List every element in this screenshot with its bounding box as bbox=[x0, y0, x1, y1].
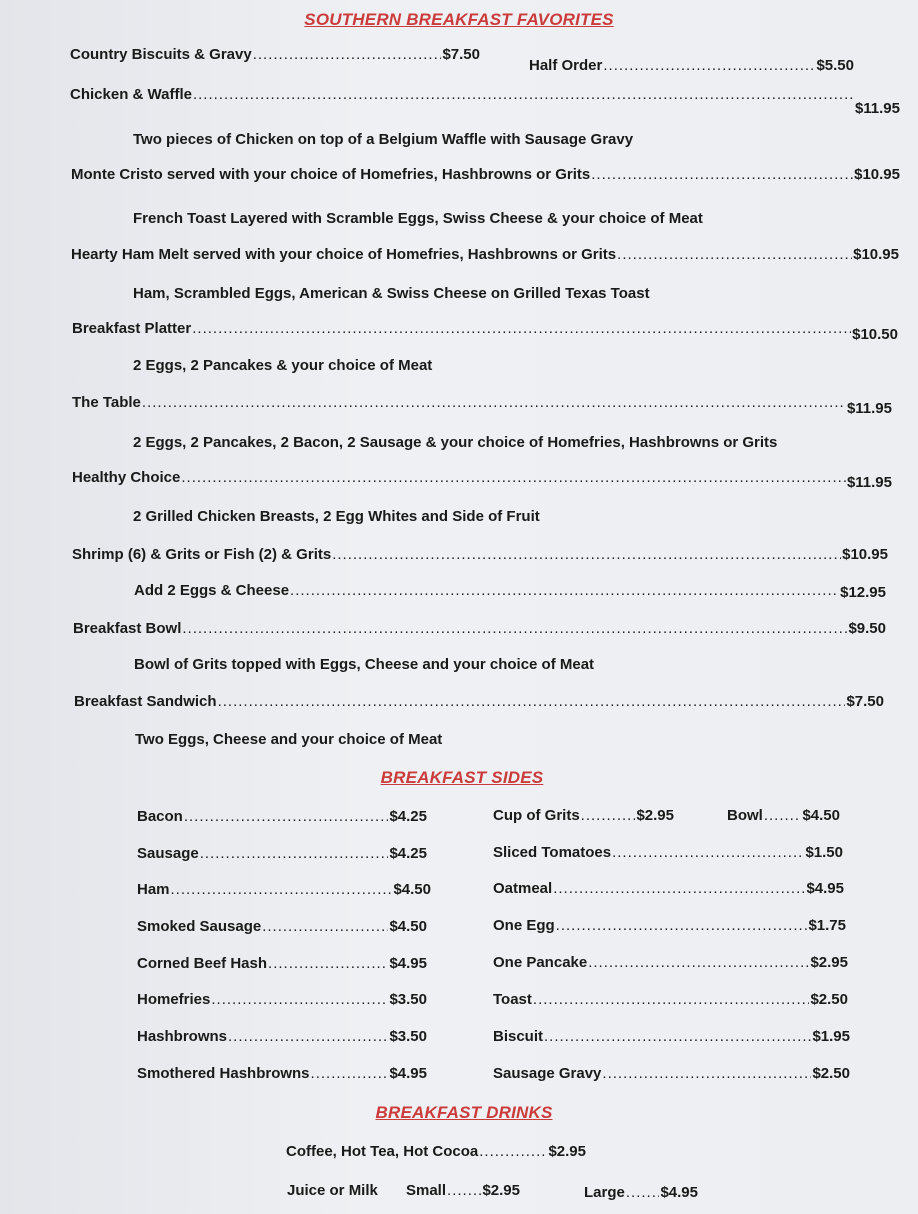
menu-item-breakfast-sandwich bbox=[74, 693, 884, 710]
item-name: Oatmeal bbox=[493, 880, 553, 897]
item-price: $4.95 bbox=[806, 880, 844, 897]
item-price: $5.50 bbox=[816, 57, 854, 74]
section-title-sides: BREAKFAST SIDES bbox=[380, 768, 544, 787]
drink-juice-milk-label: Juice or Milk bbox=[287, 1182, 378, 1199]
item-price: $10.50 bbox=[852, 326, 898, 343]
item-name: Small bbox=[406, 1182, 447, 1199]
item-name: Breakfast Bowl bbox=[73, 620, 182, 637]
dot-leader bbox=[200, 845, 389, 862]
item-name: Sliced Tomatoes bbox=[493, 844, 612, 861]
menu-item-healthy-choice bbox=[72, 469, 892, 491]
side-item-ham bbox=[137, 881, 431, 898]
dot-leader bbox=[617, 246, 852, 263]
item-name: Large bbox=[584, 1184, 625, 1201]
item-name: Ham bbox=[137, 881, 170, 898]
dot-leader bbox=[556, 917, 808, 934]
dot-leader bbox=[218, 693, 846, 710]
item-name: Bacon bbox=[137, 808, 183, 825]
menu-item-half-order bbox=[529, 57, 854, 74]
dot-leader bbox=[603, 57, 815, 74]
item-price: $10.95 bbox=[854, 166, 900, 183]
drink-item-coffee bbox=[286, 1143, 586, 1160]
drink-item-large bbox=[584, 1184, 698, 1201]
item-name: Country Biscuits & Gravy bbox=[70, 46, 252, 63]
menu-item-monte-cristo bbox=[71, 166, 900, 183]
dot-leader bbox=[181, 469, 846, 486]
dot-leader bbox=[447, 1182, 481, 1199]
item-price: $10.95 bbox=[853, 246, 899, 263]
item-description: Two Eggs, Cheese and your choice of Meat bbox=[135, 731, 443, 748]
section-title-drinks: BREAKFAST DRINKS bbox=[375, 1103, 553, 1122]
item-name: Smothered Hashbrowns bbox=[137, 1065, 310, 1082]
dot-leader bbox=[211, 991, 388, 1008]
side-item-bacon bbox=[137, 808, 427, 825]
item-price: $1.50 bbox=[805, 844, 843, 861]
dot-leader bbox=[228, 1028, 388, 1045]
side-item-one-egg bbox=[493, 917, 846, 934]
item-description: French Toast Layered with Scramble Eggs, Swiss Cheese & your choice of Meat bbox=[133, 210, 703, 227]
menu-item-shrimp-fish-grits bbox=[72, 546, 888, 563]
item-price: $9.50 bbox=[848, 620, 886, 637]
item-description: 2 Eggs, 2 Pancakes & your choice of Meat bbox=[133, 357, 433, 374]
item-name: Biscuit bbox=[493, 1028, 544, 1045]
item-price: $4.95 bbox=[660, 1184, 698, 1201]
side-item-toast bbox=[493, 991, 848, 1008]
dot-leader bbox=[588, 954, 809, 971]
item-price: $11.95 bbox=[846, 400, 892, 417]
menu-item-biscuits-gravy bbox=[70, 46, 480, 63]
side-item-biscuit bbox=[493, 1028, 850, 1045]
item-price: $4.50 bbox=[802, 807, 840, 824]
dot-leader bbox=[182, 620, 847, 637]
item-price: $4.25 bbox=[389, 845, 427, 862]
item-name: Half Order bbox=[529, 57, 603, 74]
side-item-sliced-tomatoes bbox=[493, 844, 843, 861]
side-item-smothered-hashbrowns bbox=[137, 1065, 427, 1082]
dot-leader bbox=[612, 844, 804, 861]
item-description: 2 Eggs, 2 Pancakes, 2 Bacon, 2 Sausage & your choice of Homefries, Hashbrowns or Grits bbox=[133, 434, 778, 451]
dot-leader bbox=[553, 880, 805, 897]
item-price: $7.50 bbox=[442, 46, 480, 63]
side-item-corned-beef-hash bbox=[137, 955, 427, 972]
dot-leader bbox=[253, 46, 442, 63]
item-name: Coffee, Hot Tea, Hot Cocoa bbox=[286, 1143, 479, 1160]
item-price: $4.95 bbox=[389, 955, 427, 972]
dot-leader bbox=[544, 1028, 811, 1045]
item-price: $11.95 bbox=[854, 100, 900, 117]
dot-leader bbox=[533, 991, 810, 1008]
item-price: $7.50 bbox=[846, 693, 884, 710]
dot-leader bbox=[268, 955, 388, 972]
dot-leader bbox=[193, 86, 854, 103]
dot-leader bbox=[764, 807, 802, 824]
item-price: $11.95 bbox=[846, 474, 892, 491]
dot-leader bbox=[262, 918, 388, 935]
menu-item-breakfast-platter bbox=[72, 320, 898, 343]
item-description: Two pieces of Chicken on top of a Belgium Waffle with Sausage Gravy bbox=[133, 131, 634, 148]
dot-leader bbox=[142, 394, 846, 411]
item-name: Hashbrowns bbox=[137, 1028, 228, 1045]
side-item-hashbrowns bbox=[137, 1028, 427, 1045]
item-name: Sausage bbox=[137, 845, 199, 862]
menu-item-add-eggs-cheese bbox=[134, 582, 886, 599]
item-description: 2 Grilled Chicken Breasts, 2 Egg Whites and Side of Fruit bbox=[133, 508, 540, 525]
dot-leader bbox=[626, 1184, 660, 1201]
item-price: $3.50 bbox=[389, 1028, 427, 1045]
item-price: $2.95 bbox=[636, 807, 674, 824]
item-name: Bowl bbox=[727, 807, 763, 824]
item-price: $4.50 bbox=[389, 918, 427, 935]
item-price: $2.95 bbox=[810, 954, 848, 971]
item-price: $2.50 bbox=[812, 1065, 850, 1082]
item-name: Healthy Choice bbox=[72, 469, 181, 486]
item-price: $1.95 bbox=[812, 1028, 850, 1045]
dot-leader bbox=[290, 582, 839, 599]
item-name: Chicken & Waffle bbox=[70, 86, 192, 103]
item-name: Smoked Sausage bbox=[137, 918, 262, 935]
item-price: $10.95 bbox=[842, 546, 888, 563]
item-name: Add 2 Eggs & Cheese bbox=[134, 582, 290, 599]
item-price: $2.95 bbox=[482, 1182, 520, 1199]
item-name: The Table bbox=[72, 394, 141, 411]
item-name: Homefries bbox=[137, 991, 211, 1008]
side-item-smoked-sausage bbox=[137, 918, 427, 935]
dot-leader bbox=[192, 320, 851, 337]
item-name: Toast bbox=[493, 991, 532, 1008]
menu-item-ham-melt bbox=[71, 246, 899, 263]
item-price: $12.95 bbox=[840, 584, 886, 601]
item-name: Monte Cristo served with your choice of Homefries, Hashbrowns or Grits bbox=[71, 166, 591, 183]
item-name: Breakfast Sandwich bbox=[74, 693, 217, 710]
item-name: Shrimp (6) & Grits or Fish (2) & Grits bbox=[72, 546, 332, 563]
dot-leader bbox=[591, 166, 853, 183]
item-price: $3.50 bbox=[389, 991, 427, 1008]
dot-leader bbox=[332, 546, 841, 563]
side-item-sausage-gravy bbox=[493, 1065, 850, 1082]
dot-leader bbox=[311, 1065, 389, 1082]
item-name: Breakfast Platter bbox=[72, 320, 192, 337]
item-price: $4.25 bbox=[389, 808, 427, 825]
dot-leader bbox=[184, 808, 389, 825]
side-item-one-pancake bbox=[493, 954, 848, 971]
dot-leader bbox=[171, 881, 393, 898]
side-item-homefries bbox=[137, 991, 427, 1008]
item-description: Ham, Scrambled Eggs, American & Swiss Cheese on Grilled Texas Toast bbox=[133, 285, 650, 302]
item-price: $1.75 bbox=[808, 917, 846, 934]
item-name: One Pancake bbox=[493, 954, 588, 971]
item-name: Sausage Gravy bbox=[493, 1065, 602, 1082]
item-price: $2.50 bbox=[810, 991, 848, 1008]
section-title-breakfast: SOUTHERN BREAKFAST FAVORITES bbox=[304, 10, 614, 29]
dot-leader bbox=[602, 1065, 811, 1082]
item-price: $2.95 bbox=[548, 1143, 586, 1160]
item-description: Bowl of Grits topped with Eggs, Cheese and your choice of Meat bbox=[134, 656, 595, 673]
side-item-bowl bbox=[727, 807, 840, 824]
item-price: $4.95 bbox=[389, 1065, 427, 1082]
dot-leader bbox=[581, 807, 636, 824]
item-name: Hearty Ham Melt served with your choice of Homefries, Hashbrowns or Grits bbox=[71, 246, 617, 263]
side-item-cup-of-grits bbox=[493, 807, 674, 824]
side-item-oatmeal bbox=[493, 880, 844, 897]
item-name: Cup of Grits bbox=[493, 807, 580, 824]
drink-item-small bbox=[406, 1182, 520, 1199]
menu-item-the-table bbox=[72, 394, 892, 417]
menu-item-breakfast-bowl bbox=[73, 620, 886, 637]
dot-leader bbox=[479, 1143, 547, 1160]
item-name: Corned Beef Hash bbox=[137, 955, 268, 972]
side-item-sausage bbox=[137, 845, 427, 862]
menu-item-chicken-waffle bbox=[70, 86, 900, 117]
item-name: One Egg bbox=[493, 917, 555, 934]
item-price: $4.50 bbox=[393, 881, 431, 898]
